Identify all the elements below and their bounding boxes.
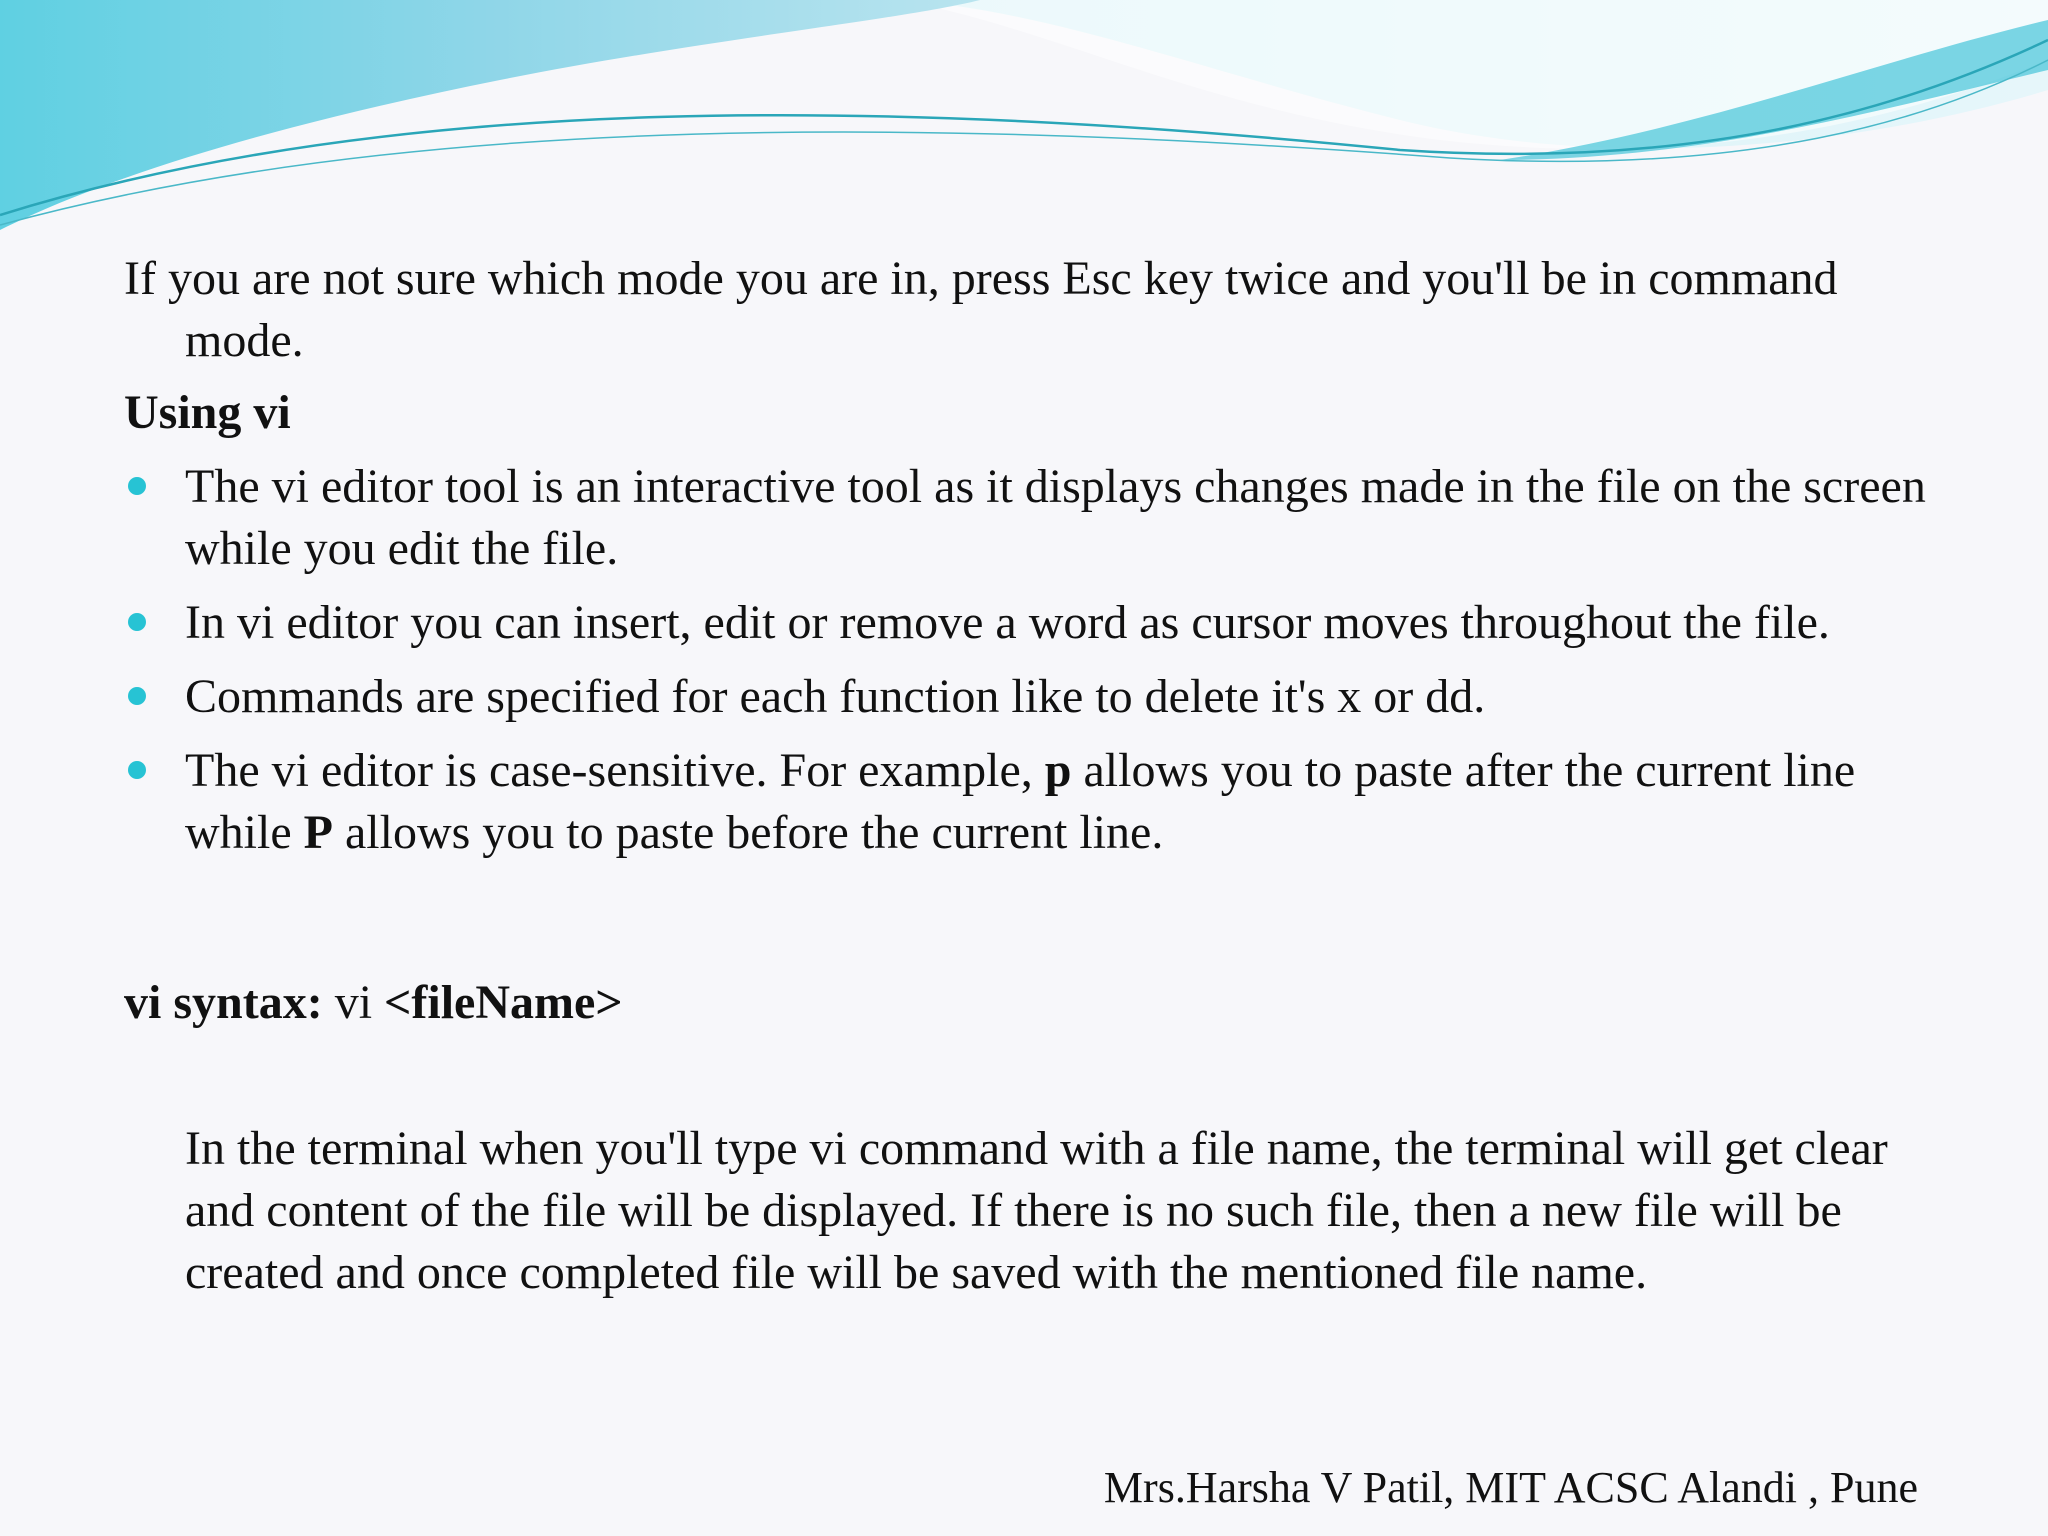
header-wave-decoration bbox=[0, 0, 2048, 240]
intro-paragraph: If you are not sure which mode you are in, press Esc key twice and you'll be in command mode. bbox=[124, 252, 1838, 367]
paste-before-key: P bbox=[303, 806, 333, 859]
bullet-dot-icon bbox=[128, 477, 146, 495]
list-item bbox=[124, 666, 1944, 728]
list-item bbox=[124, 592, 1944, 654]
bullet-dot-icon bbox=[128, 761, 146, 779]
description-paragraph: In the terminal when you'll type vi command with a file name, the terminal will get clear and content of the file will be displayed. If there is no such file, then a new file will be created and once completed file will be saved with the mentioned file name. bbox=[185, 1122, 1888, 1299]
syntax-argument: <fileName> bbox=[384, 976, 623, 1029]
bullet-dot-icon bbox=[128, 687, 146, 705]
bullet-text: Commands are specified for each function like to delete it's x or dd. bbox=[185, 670, 1486, 723]
syntax-line bbox=[124, 972, 1944, 1034]
section-heading: Using vi bbox=[124, 386, 291, 439]
paste-after-key: p bbox=[1044, 744, 1072, 797]
bullet-dot-icon bbox=[128, 613, 146, 631]
bullet-text-part: allows you to paste before the current line. bbox=[332, 806, 1164, 859]
slide-body bbox=[124, 248, 1944, 1304]
bullet-text-part: The vi editor is case-sensitive. For example, bbox=[185, 744, 1045, 797]
footer-credit: Mrs.Harsha V Patil, MIT ACSC Alandi , Pune bbox=[1103, 1463, 1918, 1512]
list-item bbox=[124, 456, 1944, 580]
list-item bbox=[124, 740, 1944, 864]
bullet-text: The vi editor tool is an interactive tool as it displays changes made in the file on the screen while you edit the file. bbox=[185, 460, 1926, 575]
syntax-label: vi syntax: bbox=[124, 976, 323, 1029]
bullet-text-part: allows you to paste after the current line while bbox=[185, 744, 1856, 859]
bullet-list bbox=[124, 456, 1944, 864]
bullet-text: In vi editor you can insert, edit or remove a word as cursor moves throughout the file. bbox=[185, 596, 1830, 649]
syntax-command: vi bbox=[322, 976, 385, 1029]
